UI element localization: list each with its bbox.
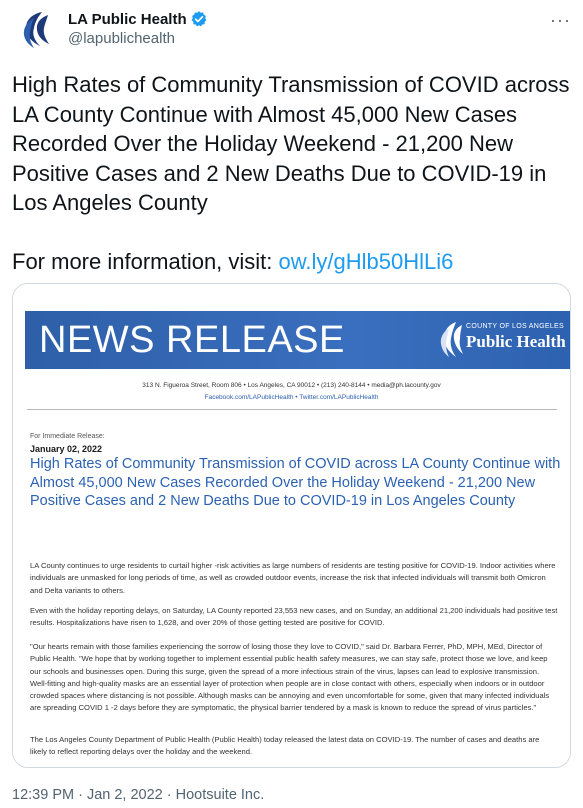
logo-county: COUNTY OF LOS ANGELES xyxy=(466,323,564,330)
news-release-image xyxy=(13,284,570,767)
display-name[interactable]: LA Public Health xyxy=(68,10,187,28)
release-paragraph: Even with the holiday reporting delays, on Saturday, LA County reported 23,553 new cases, and on Sunday, an additional 21,200 individuals had positive test results. Hospitalizations have risen to 1,628, and over 20% of those getting tested are positive for COVID. xyxy=(30,606,558,628)
tweet-header xyxy=(12,6,571,56)
verified-badge-icon xyxy=(190,10,208,28)
la-public-health-logo-icon xyxy=(12,6,60,54)
tweet-link[interactable]: ow.ly/gHlb50HlLi6 xyxy=(278,248,454,274)
public-health-logo xyxy=(438,318,568,362)
name-row xyxy=(68,10,208,28)
tweet-text xyxy=(12,70,572,305)
tweet-timestamp[interactable]: 12:39 PM · Jan 2, 2022 · Hootsuite Inc. xyxy=(12,787,265,803)
avatar[interactable] xyxy=(12,6,60,54)
release-paragraph: "Our hearts remain with those families experiencing the sorrow of losing those they love to COVID," said Dr. Barbara Ferrer, PhD, MPH, MEd, Director of Public Health. "We hope that by working together to implement essential public health safety measures, we can stay safe, protect those we love, and keep our schools and businesses open. During this surge, given the spread of a more infectious strain of the virus, lapses can lead to explosive transmission. Well-fitting and high-quality masks are an essential layer of protection when people are in close contact with others, especially when indoors or in outdoor crowded spaces where distancing is not possible. Although masks can be annoying and even uncomfortable for some, given that many infected individuals are spreading COVID 1 -2 days before they are symptomatic, the physical barrier tendered by a mask is known to reduce the spread of virus particles." xyxy=(30,642,550,713)
handle[interactable]: @lapublichealth xyxy=(68,30,175,47)
link-card[interactable] xyxy=(12,283,571,768)
social-line: Facebook.com/LAPublicHealth • Twitter.com/LAPublicHealth xyxy=(204,394,379,401)
logo-name: Public Health xyxy=(466,332,566,351)
release-paragraph: LA County continues to urge residents to curtail higher -risk activities as large numbers of residents are testing positive for COVID-19. Indoor activities where individuals are unmasked for long periods of time, as well as crowded outdoor events, increase the risk that infected individuals will transmit both Omicron and Delta variants to others. xyxy=(30,561,556,595)
more-dots-icon[interactable]: ··· xyxy=(550,10,571,30)
news-release-banner xyxy=(25,311,570,369)
tweet-info-line xyxy=(12,247,572,277)
for-release-label: For Immediate Release: xyxy=(30,433,105,440)
info-prefix: For more information, visit: xyxy=(12,248,279,274)
tweet-body: High Rates of Community Transmission of COVID across LA County Continue with Almost 45,000 New Cases Recorded Over the Holiday Weekend - 21,200 New Positive Cases and 2 New Deaths Due to COVID-19 in Los Angeles County xyxy=(12,72,570,215)
release-date: January 02, 2022 xyxy=(30,444,103,454)
release-paragraph: The Los Angeles County Department of Public Health (Public Health) today released the latest data on COVID-19. The number of cases and deaths are likely to reflect reporting delays over the holiday and the weekend. xyxy=(30,735,540,757)
banner-title: NEWS RELEASE xyxy=(39,319,345,361)
public-health-swoosh-icon xyxy=(438,320,464,360)
divider xyxy=(27,409,557,410)
address-line: 313 N. Figueroa Street, Room 806 • Los Angeles, CA 90012 • (213) 240-8144 • media@ph.lacounty.gov xyxy=(142,382,441,389)
release-headline: High Rates of Community Transmission of COVID across LA County Continue with Almost 45,000 New Cases Recorded Over the Holiday Weekend - 21,200 New Positive Cases and 2 New Deaths Due to COVID-19 in Los Angeles County xyxy=(30,456,561,509)
